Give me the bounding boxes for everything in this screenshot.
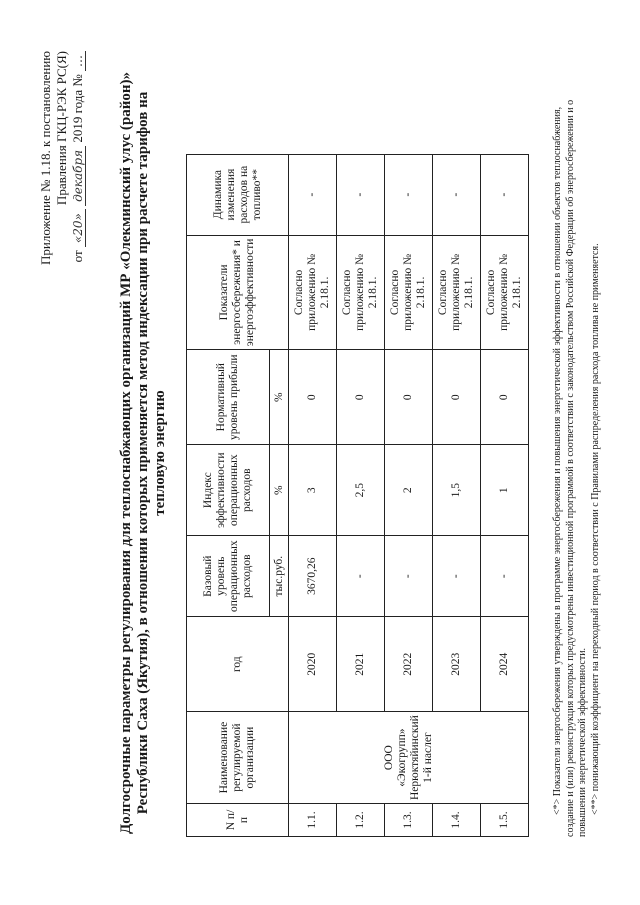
cell-index: 2 [385,444,433,535]
header-org: Наименование регулируемой организации [187,711,289,803]
cell-num: 1.1. [289,803,337,836]
approval-line-1: Приложение № 1.18. к постановлению [38,50,53,265]
unit-index: % [270,444,289,535]
handwritten-day: «20» [71,209,86,247]
cell-base: - [433,535,481,616]
cell-energy: Согласно приложению № 2.18.1. [481,235,529,350]
cell-index: 1 [481,444,529,535]
cell-base: - [481,535,529,616]
cell-profit: 0 [481,349,529,444]
cell-base: - [385,535,433,616]
header-row [187,154,270,836]
unit-profit: % [270,349,289,444]
unit-base: тыс.руб. [270,535,289,616]
cell-num: 1.4. [433,803,481,836]
cell-index: 2,5 [337,444,385,535]
footnote-energy-saving: <*> Показатели энергосбережения утверждены в программе энергосбережения и повышения энергетической эффективности в отношении объектов теплоснабжения, создание и (или) реконструкция которых предусмотрены инвестиционной программой в соответствии с законодательством Российской Федерации об энергосбережении и о повышении энергетической эффективности. [552,99,588,837]
handwritten-number: … [71,51,86,71]
cell-energy: Согласно приложению № 2.18.1. [385,235,433,350]
cell-index: 1,5 [433,444,481,535]
cell-num: 1.2. [337,803,385,836]
header-energy: Показатели энергосбережения* и энергоэффективности [187,235,289,350]
cell-year: 2020 [289,616,337,711]
approval-block [38,51,86,265]
header-profit: Нормативный уровень прибыли [187,349,270,444]
cell-dynamics: - [385,154,433,235]
date-year: 2019 года № [70,73,85,143]
cell-energy: Согласно приложению № 2.18.1. [433,235,481,350]
footnotes [552,69,602,837]
header-dynamics: Динамика изменения расходов на топливо** [187,154,289,235]
cell-dynamics: - [481,154,529,235]
handwritten-month: декабря [71,145,86,205]
cell-profit: 0 [337,349,385,444]
cell-num: 1.5. [481,803,529,836]
landscape-sheet [20,23,620,883]
cell-dynamics: - [289,154,337,235]
cell-org-name: ООО «Экогрупп» Нерюктяйинский 1-й наслег [289,711,529,803]
approval-line-2: Правления ГКЦ-РЭК РС(Я) [54,50,69,205]
cell-profit: 0 [385,349,433,444]
cell-dynamics: - [337,154,385,235]
header-index: Индекс эффективности операционных расходов [187,444,270,535]
cell-base: 3670,26 [289,535,337,616]
cell-dynamics: - [433,154,481,235]
parameters-table [186,153,529,836]
cell-index: 3 [289,444,337,535]
footnote-fuel-coefficient: <**> понижающий коэффициент на переходный период в соответствии с Правилами распределения расхода топлива не применяется. [589,242,601,815]
cell-year: 2023 [433,616,481,711]
document-title: Долгосрочные параметры регулирования для теплоснабжающих организаций МР «Олекминский улус (район)» Республики Саха (Якутия), в отношении которых применяется метод индексации при расчете тарифов на тепловую энергию [118,71,168,834]
cell-energy: Согласно приложению № 2.18.1. [337,235,385,350]
header-base: Базовый уровень операционных расходов [187,535,270,616]
header-num: N п/п [187,803,289,836]
cell-base: - [337,535,385,616]
approval-date-line [70,51,86,265]
cell-num: 1.3. [385,803,433,836]
cell-year: 2024 [481,616,529,711]
cell-energy: Согласно приложению № 2.18.1. [289,235,337,350]
cell-profit: 0 [433,349,481,444]
cell-profit: 0 [289,349,337,444]
cell-year: 2022 [385,616,433,711]
date-prefix: от [70,249,85,262]
table-row [289,154,337,836]
cell-year: 2021 [337,616,385,711]
header-year: год [187,616,289,711]
